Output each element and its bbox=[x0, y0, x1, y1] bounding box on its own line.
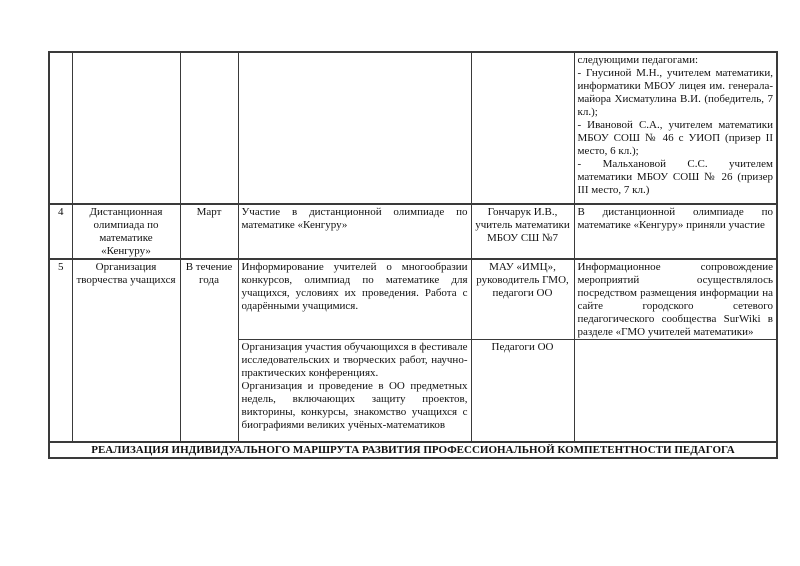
cell-num-row4: 4 bbox=[49, 204, 72, 259]
cell-direction-row5: Организация творчества учащихся bbox=[72, 259, 180, 442]
cell-num-row5: 5 bbox=[49, 259, 72, 442]
cell-content-continuation bbox=[238, 52, 471, 204]
cell-period-row5: В течение года bbox=[180, 259, 238, 442]
table-footer-row bbox=[49, 442, 777, 458]
cell-period-continuation bbox=[180, 52, 238, 204]
cell-content-row4: Участие в дистанционной олимпиаде по математике «Кенгуру» bbox=[238, 204, 471, 259]
cell-result-row5-sub1: Информационное сопровождение мероприятий осуществлялось посредством размещения информации на сайте городского сетевого педагогического сообщества SurWiki в разделе «ГМО учителей математики» bbox=[574, 259, 777, 340]
cell-responsible-row5-sub1: МАУ «ИМЦ», руководитель ГМО, педагоги ОО bbox=[471, 259, 574, 340]
table-row-5a bbox=[49, 259, 777, 340]
cell-result-continuation: следующими педагогами: - Гнусиной М.Н., учителем математики, информатики МБОУ лицея им. генерала-майора Хисматулина В.И. (победитель, 7 кл.); - Ивановой С.А., учителем математики МБОУ СОШ № 46 с УИОП (призер II место, 6 кл.); - Мальхановой С.С. учителем математики МБОУ СОШ № 26 (призер III место, 7 кл.) bbox=[574, 52, 777, 204]
cell-responsible-row5-sub2: Педагоги ОО bbox=[471, 340, 574, 442]
table-row-4 bbox=[49, 204, 777, 259]
cell-content-row5-sub1: Информирование учителей о многообразии конкурсов, олимпиад по математике для учащихся, условиях их проведения. Работа с одарёнными учащимися. bbox=[238, 259, 471, 340]
cell-direction-continuation bbox=[72, 52, 180, 204]
cell-responsible-row4: Гончарук И.В., учитель математики МБОУ СШ №7 bbox=[471, 204, 574, 259]
cell-result-row5-sub2 bbox=[574, 340, 777, 442]
cell-result-row4: В дистанционной олимпиаде по математике «Кенгуру» приняли участие bbox=[574, 204, 777, 259]
table-row-continuation bbox=[49, 52, 777, 204]
cell-direction-row4: Дистанционная олимпиада по математике «Кенгуру» bbox=[72, 204, 180, 259]
cell-content-row5-sub2: Организация участия обучающихся в фестивале исследовательских и творческих работ, научно-практических конференциях. Организация и проведение в ОО предметных недель, включающих защиту проектов, викторины, конкурсы, знакомство учащихся с биографиями великих учёных-математиков bbox=[238, 340, 471, 442]
cell-responsible-continuation bbox=[471, 52, 574, 204]
cell-period-row4: Март bbox=[180, 204, 238, 259]
work-plan-table bbox=[48, 51, 778, 459]
cell-num-continuation bbox=[49, 52, 72, 204]
section-heading: РЕАЛИЗАЦИЯ ИНДИВИДУАЛЬНОГО МАРШРУТА РАЗВИТИЯ ПРОФЕССИОНАЛЬНОЙ КОМПЕТЕНТНОСТИ ПЕДАГОГА bbox=[49, 442, 777, 458]
